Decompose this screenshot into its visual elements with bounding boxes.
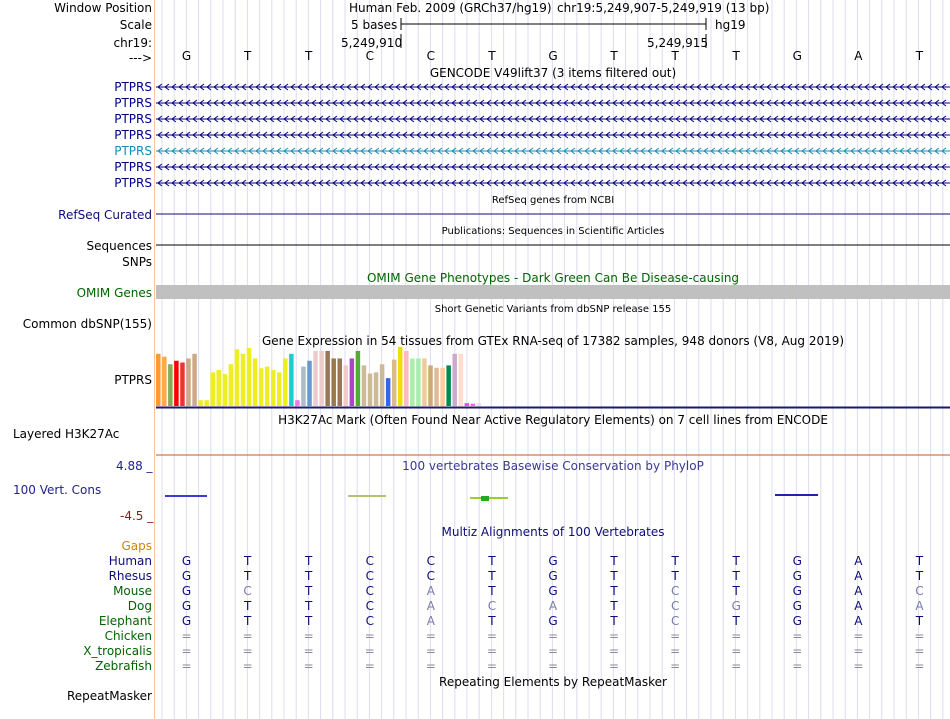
- alignment-base: G: [792, 614, 802, 628]
- alignment-base: G: [792, 584, 802, 598]
- species-label: X_tropicalis: [83, 644, 152, 658]
- alignment-base: C: [487, 599, 497, 613]
- ruler-base: T: [243, 49, 252, 63]
- alignment-base: T: [915, 569, 924, 583]
- alignment-base: A: [548, 599, 558, 613]
- alignment-base: A: [426, 584, 435, 598]
- alignment-base: =: [303, 629, 314, 643]
- alignment-base: C: [365, 599, 374, 613]
- species-label: Chicken: [104, 629, 152, 643]
- gene-label[interactable]: PTPRS: [114, 176, 152, 190]
- alignment-base: T: [671, 569, 679, 583]
- strand-arrow-label[interactable]: --->: [128, 51, 152, 65]
- species-label: Dog: [127, 599, 152, 613]
- alignment-base: C: [365, 614, 374, 628]
- alignment-base: A: [426, 599, 435, 613]
- alignment-base: T: [610, 614, 618, 628]
- alignment-base: C: [670, 599, 680, 613]
- alignment-base: =: [792, 644, 803, 658]
- alignment-base: =: [914, 644, 925, 658]
- alignment-base: C: [426, 554, 436, 568]
- alignment-base: T: [610, 584, 618, 598]
- alignment-base: =: [364, 644, 375, 658]
- alignment-base: =: [670, 644, 681, 658]
- alignment-base: G: [548, 614, 558, 628]
- alignment-base: G: [792, 569, 802, 583]
- alignment-base: =: [486, 659, 497, 673]
- alignment-base: =: [914, 629, 925, 643]
- alignment-base: =: [731, 659, 742, 673]
- ruler-base: C: [426, 49, 436, 63]
- alignment-base: G: [181, 584, 192, 598]
- alignment-base: =: [364, 659, 375, 673]
- alignment-base: G: [792, 554, 802, 568]
- species-label: Rhesus: [108, 569, 152, 583]
- publications-track-label[interactable]: Sequences: [86, 239, 152, 253]
- alignment-base: G: [181, 554, 192, 568]
- ruler-position-left: 5,249,910: [341, 36, 403, 50]
- publications-track-title[interactable]: Publications: Sequences in Scientific Articles: [441, 226, 665, 237]
- db-name: hg19: [715, 18, 746, 32]
- alignment-base: T: [915, 554, 924, 568]
- alignment-base: C: [670, 614, 680, 628]
- alignment-base: A: [854, 554, 863, 568]
- alignment-base: G: [548, 584, 558, 598]
- refseq-track-title[interactable]: RefSeq genes from NCBI: [491, 195, 615, 206]
- ruler-base: T: [732, 49, 740, 63]
- alignment-base: G: [792, 599, 802, 613]
- alignment-base: =: [547, 644, 559, 658]
- alignment-base: =: [425, 644, 436, 658]
- scale-text: 5 bases: [351, 18, 398, 32]
- alignment-base: =: [609, 644, 620, 658]
- alignment-base: A: [426, 614, 435, 628]
- dbsnp-track-title[interactable]: Short Genetic Variants from dbSNP release 155: [434, 304, 672, 315]
- ruler-base: T: [488, 49, 496, 63]
- gene-label[interactable]: PTPRS: [114, 112, 152, 126]
- gtex-track-title[interactable]: Gene Expression in 54 tissues from GTEx RNA-seq of 17382 samples, 948 donors (V8, Aug 2019): [261, 334, 845, 348]
- ruler-base: G: [792, 49, 802, 63]
- alignment-base: T: [915, 614, 924, 628]
- alignment-base: T: [732, 614, 740, 628]
- phylop-min-label: -4.5 _: [120, 509, 154, 523]
- alignment-base: =: [486, 629, 497, 643]
- alignment-base: =: [242, 659, 253, 673]
- alignment-base: T: [488, 569, 496, 583]
- alignment-base: A: [915, 599, 924, 613]
- alignment-base: A: [854, 599, 863, 613]
- species-label: Elephant: [98, 614, 152, 628]
- alignment-base: =: [242, 629, 253, 643]
- alignment-base: T: [488, 554, 496, 568]
- alignment-base: =: [609, 629, 620, 643]
- dbsnp-track-label[interactable]: Common dbSNP(155): [22, 317, 152, 331]
- alignment-base: =: [486, 644, 497, 658]
- alignment-base: G: [548, 554, 558, 568]
- alignment-base: T: [243, 569, 252, 583]
- alignment-base: =: [792, 659, 803, 673]
- alignment-base: =: [609, 659, 620, 673]
- species-label: Zebrafish: [95, 659, 152, 673]
- alignment-base: A: [854, 584, 863, 598]
- species-label: Human: [108, 554, 152, 568]
- repeatmasker-track-label[interactable]: RepeatMasker: [66, 689, 152, 703]
- alignment-base: =: [731, 629, 742, 643]
- alignment-base: =: [303, 644, 314, 658]
- multiz-track-title[interactable]: Multiz Alignments of 100 Vertebrates: [441, 525, 665, 539]
- gene-label[interactable]: PTPRS: [114, 160, 152, 174]
- alignment-base: T: [305, 554, 313, 568]
- alignment-base: G: [548, 569, 558, 583]
- chr-label: chr19:: [113, 36, 152, 50]
- h3k27ac-track-title[interactable]: H3K27Ac Mark (Often Found Near Active Regulatory Elements) on 7 cell lines from ENCODE: [278, 413, 828, 427]
- alignment-base: =: [242, 644, 253, 658]
- alignment-base: =: [853, 629, 864, 643]
- gtex-track-label[interactable]: PTPRS: [114, 373, 152, 387]
- window-position-label: Window Position: [54, 1, 152, 15]
- alignment-base: C: [426, 569, 436, 583]
- alignment-base: G: [181, 614, 192, 628]
- alignment-base: T: [305, 569, 313, 583]
- multiz-gaps-label: Gaps: [121, 539, 152, 553]
- alignment-base: T: [488, 614, 496, 628]
- position-range: chr19:5,249,907-5,249,919 (13 bp): [557, 1, 770, 15]
- alignment-base: =: [670, 659, 681, 673]
- alignment-base: =: [547, 659, 559, 673]
- phylop-track-label[interactable]: 100 Vert. Cons: [13, 483, 102, 497]
- alignment-base: T: [305, 614, 313, 628]
- omim-track-title[interactable]: OMIM Gene Phenotypes - Dark Green Can Be Disease-causing: [366, 271, 740, 285]
- alignment-base: T: [610, 554, 618, 568]
- snps-track-label[interactable]: SNPs: [122, 255, 152, 269]
- alignment-base: =: [425, 659, 436, 673]
- phylop-track-title[interactable]: 100 vertebrates Basewise Conservation by PhyloP: [402, 459, 704, 473]
- alignment-base: =: [731, 644, 742, 658]
- alignment-base: T: [732, 554, 740, 568]
- alignment-base: =: [181, 659, 192, 673]
- alignment-base: =: [181, 644, 192, 658]
- assembly-name: Human Feb. 2009 (GRCh37/hg19): [349, 1, 552, 15]
- alignment-base: T: [610, 599, 618, 613]
- alignment-base: T: [305, 584, 313, 598]
- omim-track-label[interactable]: OMIM Genes: [76, 286, 152, 300]
- alignment-base: =: [425, 629, 436, 643]
- alignment-base: A: [854, 569, 863, 583]
- alignment-base: C: [365, 584, 374, 598]
- alignment-base: T: [243, 599, 252, 613]
- alignment-base: T: [671, 554, 679, 568]
- alignment-base: T: [488, 584, 496, 598]
- alignment-base: T: [732, 584, 740, 598]
- alignment-base: C: [243, 584, 252, 598]
- alignment-base: T: [732, 569, 740, 583]
- ruler-base: T: [915, 49, 924, 63]
- ruler-base: A: [854, 49, 863, 63]
- alignment-base: =: [547, 629, 559, 643]
- ruler-base: G: [181, 49, 192, 63]
- alignment-base: =: [181, 629, 192, 643]
- alignment-base: A: [854, 614, 863, 628]
- alignment-base: C: [915, 584, 924, 598]
- alignment-base: G: [181, 599, 192, 613]
- ruler-base: T: [671, 49, 679, 63]
- gene-label[interactable]: PTPRS: [114, 80, 152, 94]
- repeatmasker-track-title[interactable]: Repeating Elements by RepeatMasker: [439, 675, 667, 689]
- alignment-base: =: [853, 659, 864, 673]
- alignment-base: =: [670, 629, 681, 643]
- alignment-base: C: [670, 584, 680, 598]
- alignment-base: T: [243, 614, 252, 628]
- alignment-base: T: [305, 599, 313, 613]
- ruler-position-right: 5,249,915: [647, 36, 709, 50]
- refseq-track-label[interactable]: RefSeq Curated: [58, 208, 152, 222]
- ruler-base: C: [365, 49, 374, 63]
- ruler-base: G: [548, 49, 558, 63]
- gene-label[interactable]: PTPRS: [114, 96, 152, 110]
- ruler-base: T: [305, 49, 313, 63]
- alignment-base: =: [914, 659, 925, 673]
- phylop-max-label: 4.88 _: [116, 459, 153, 473]
- alignment-base: G: [731, 599, 741, 613]
- ruler-base: T: [610, 49, 618, 63]
- gene-label[interactable]: PTPRS: [114, 144, 152, 158]
- alignment-base: T: [243, 554, 252, 568]
- alignment-base: T: [610, 569, 618, 583]
- gene-label[interactable]: PTPRS: [114, 128, 152, 142]
- alignment-base: =: [792, 629, 803, 643]
- h3k27ac-track-label[interactable]: Layered H3K27Ac: [13, 427, 120, 441]
- alignment-base: C: [365, 554, 374, 568]
- scale-label: Scale: [119, 18, 152, 32]
- alignment-base: =: [853, 644, 864, 658]
- alignment-base: G: [181, 569, 192, 583]
- alignment-base: C: [365, 569, 374, 583]
- gencode-track-title[interactable]: GENCODE V49lift37 (3 items filtered out): [429, 66, 677, 80]
- species-label: Mouse: [113, 584, 152, 598]
- alignment-base: =: [303, 659, 314, 673]
- alignment-base: =: [364, 629, 375, 643]
